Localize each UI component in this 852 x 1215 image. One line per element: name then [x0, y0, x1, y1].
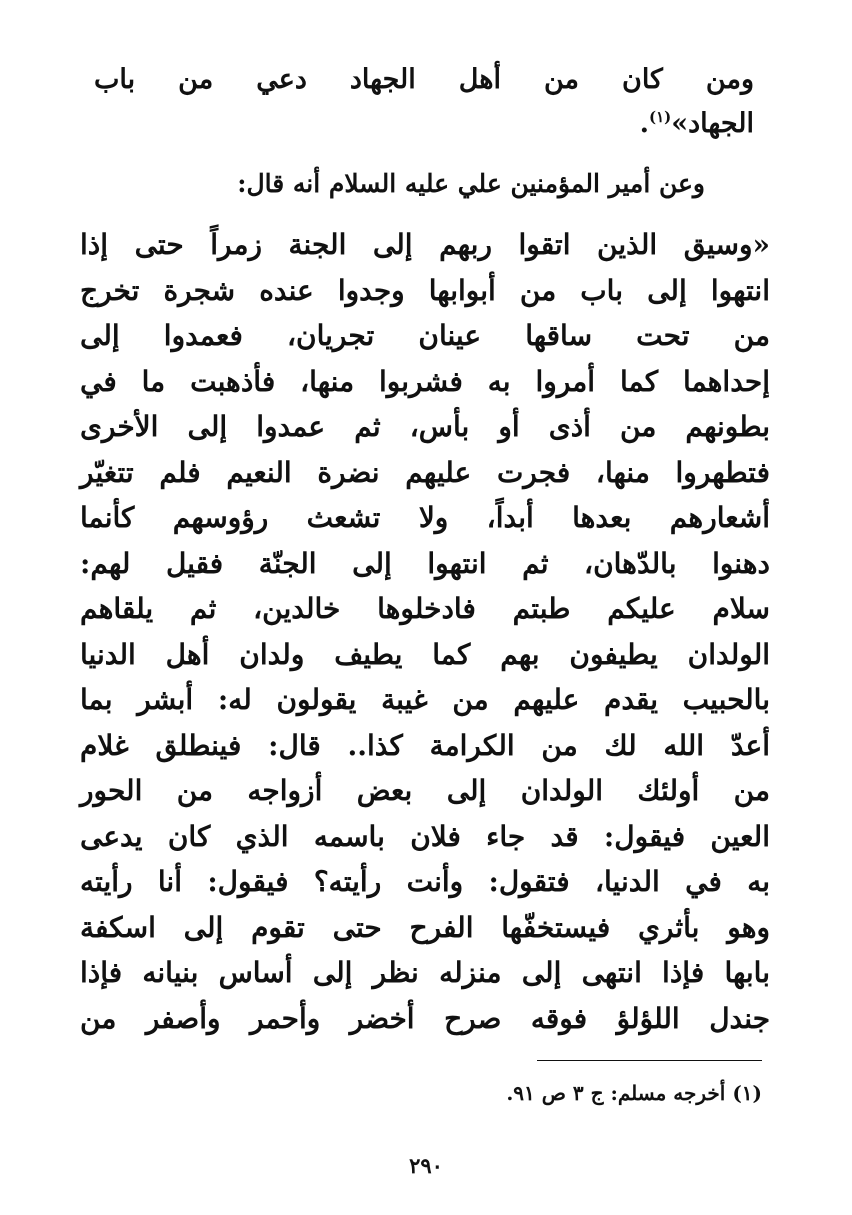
quote-line: وهو بأثري فيستخفّها الفرح حتى تقوم إلى اسكفة: [80, 910, 770, 944]
intro-line-2-text: الجهاد»: [671, 108, 754, 139]
quote-line: انتهوا إلى باب من أبوابها وجدوا عنده شجرة تخرج: [80, 273, 770, 307]
quote-line: من تحت ساقها عينان تجريان، فعمدوا إلى: [80, 319, 770, 352]
footnote-marker: (١): [648, 108, 672, 126]
page-number: ٢٩٠: [409, 1153, 443, 1178]
footnote-text: (١) أخرجه مسلم: ج ٣ ص ٩١.: [506, 1081, 762, 1105]
intro-paragraph: [94, 58, 754, 146]
quote-line: الولدان يطيفون بهم كما يطيف ولدان أهل الدنيا: [80, 637, 770, 671]
quote-line: «وسيق الذين اتقوا ربهم إلى الجنة زمراً حتى إذا: [80, 228, 770, 261]
footnote: [462, 1078, 762, 1108]
intro-line-2: [94, 102, 754, 146]
quote-line: جندل اللؤلؤ فوقه صرح أخضر وأحمر وأصفر من: [80, 1001, 770, 1035]
footnote-divider: [537, 1060, 762, 1061]
intro-line-1: ومن كان من أهل الجهاد دعي من باب: [94, 64, 754, 95]
quote-line: به في الدنيا، فتقول: وأنت رأيته؟ فيقول: أنا رأيته: [80, 865, 770, 898]
attribution-text: وعن أمير المؤمنين علي عليه السلام أنه قال:: [237, 169, 705, 198]
quote-line: العين فيقول: قد جاء فلان باسمه الذي كان يدعى: [80, 819, 770, 853]
quote-line: أعدّ الله لك من الكرامة كذا.. قال: فينطلق غلام: [80, 728, 770, 762]
quote-line: سلام عليكم طبتم فادخلوها خالدين، ثم يلقاهم: [80, 592, 770, 625]
quote-line: أشعارهم بعدها أبداً، ولا تشعث رؤوسهم كأنما: [80, 501, 770, 534]
quote-line: فتطهروا منها، فجرت عليهم نضرة النعيم فلم تتغيّر: [80, 455, 770, 489]
quote-paragraph: [80, 222, 770, 1041]
quote-line: بالحبيب يقدم عليهم من غيبة يقولون له: أبشر بما: [80, 683, 770, 716]
attribution-line: [85, 164, 705, 204]
quote-line: دهنوا بالدّهان، ثم انتهوا إلى الجنّة فقيل لهم:: [80, 546, 770, 580]
quote-line: إحداهما كما أمروا به فشربوا منها، فأذهبت ما في: [80, 364, 770, 398]
quote-line: بطونهم من أذى أو بأس، ثم عمدوا إلى الأخرى: [80, 410, 770, 443]
quote-line: من أولئك الولدان إلى بعض أزواجه من الحور: [80, 774, 770, 807]
intro-line-2-end: .: [639, 108, 649, 139]
quote-line: بابها فإذا انتهى إلى منزله نظر إلى أساس بنيانه فإذا: [80, 956, 770, 989]
